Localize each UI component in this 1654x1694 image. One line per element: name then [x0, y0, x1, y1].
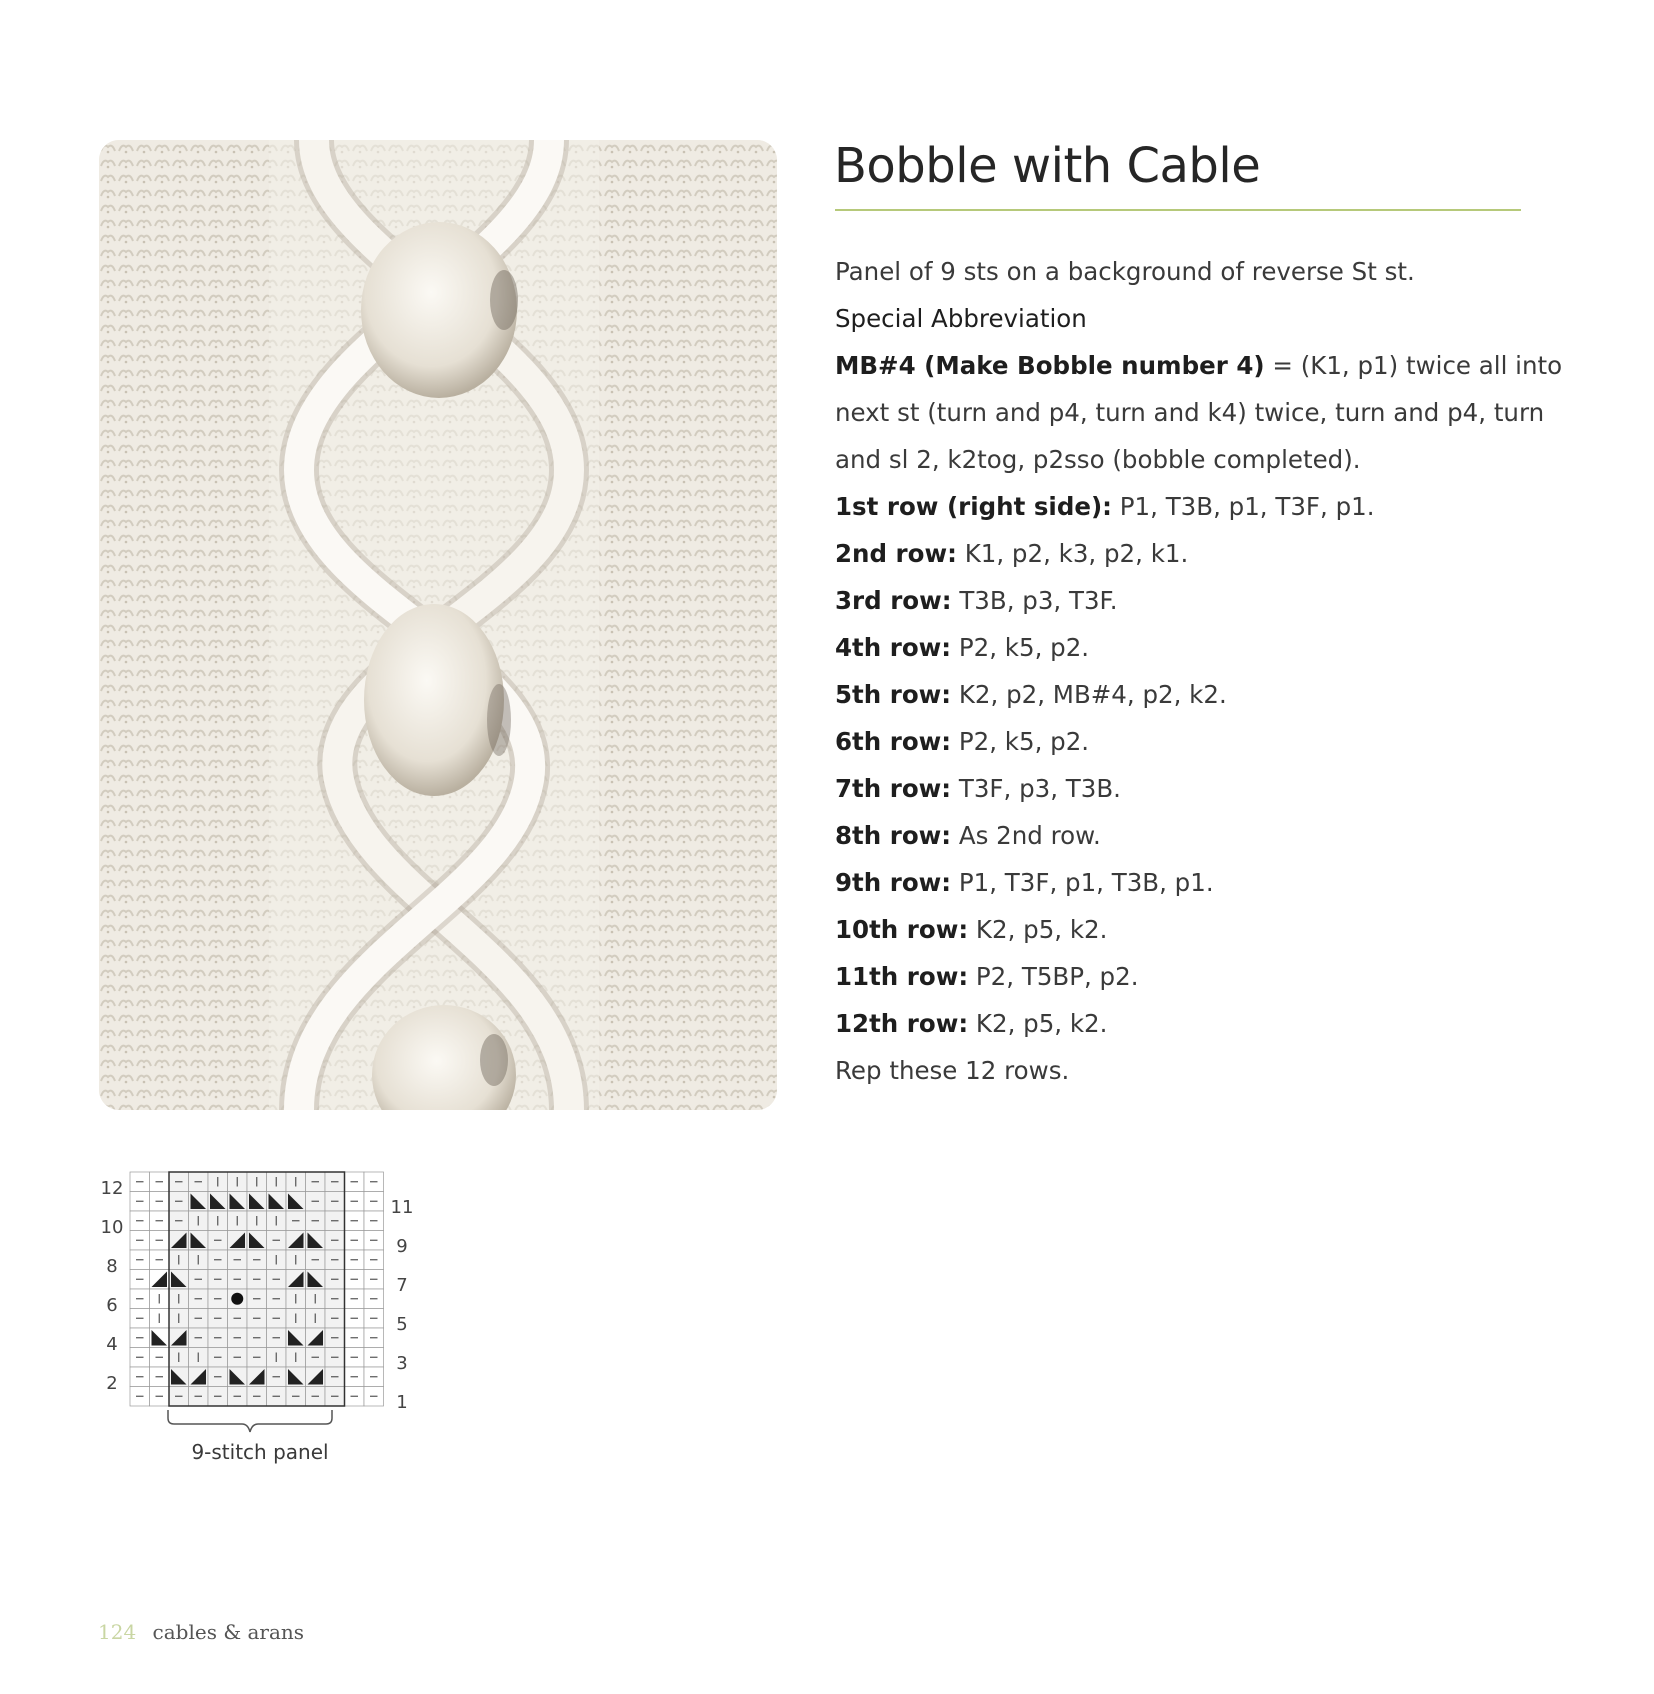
row-instruction	[835, 859, 1555, 906]
row-instruction	[835, 718, 1555, 765]
abbreviation-term: MB#4 (Make Bobble number 4)	[835, 351, 1265, 380]
row-instruction	[835, 1000, 1555, 1047]
row-label: 11th row:	[835, 962, 969, 991]
pattern-title: Bobble with Cable	[834, 138, 1261, 194]
row-instruction	[835, 906, 1555, 953]
row-label: 2nd row:	[835, 539, 957, 568]
row-number-left: 8	[106, 1256, 118, 1277]
bobble-symbol	[231, 1293, 243, 1305]
row-instruction	[835, 953, 1555, 1000]
row-number-right: 1	[396, 1392, 408, 1413]
row-number-right: 9	[396, 1236, 408, 1257]
chart-caption: 9-stitch panel	[191, 1440, 329, 1464]
abbreviation-line-2: next st (turn and p4, turn and k4) twice, turn and p4, turn	[835, 398, 1545, 427]
row-number-right: 3	[396, 1353, 408, 1374]
row-number-right: 5	[396, 1314, 408, 1335]
swatch-illustration	[99, 140, 777, 1110]
row-number-right: 11	[390, 1197, 414, 1218]
row-instruction	[835, 483, 1555, 530]
row-text: T3B, p3, T3F.	[951, 586, 1118, 615]
row-instruction	[835, 671, 1555, 718]
row-label: 8th row:	[835, 821, 952, 850]
stitch-chart	[90, 1162, 430, 1441]
row-instruction	[835, 577, 1555, 624]
row-instruction	[835, 624, 1555, 671]
row-text: K2, p5, k2.	[968, 1009, 1108, 1038]
row-number-left: 4	[106, 1334, 118, 1355]
row-label: 5th row:	[835, 680, 952, 709]
row-text: P1, T3F, p1, T3B, p1.	[951, 868, 1214, 897]
chart-cells	[130, 1172, 384, 1406]
row-text: T3F, p3, T3B.	[951, 774, 1121, 803]
row-label: 10th row:	[835, 915, 969, 944]
page-footer	[98, 1620, 304, 1644]
row-instruction	[835, 765, 1555, 812]
abbreviation-def-1: = (K1, p1) twice all into	[1264, 351, 1563, 380]
row-text: As 2nd row.	[951, 821, 1101, 850]
row-number-left: 6	[106, 1295, 118, 1316]
row-text: K2, p2, MB#4, p2, k2.	[951, 680, 1227, 709]
stitch-chart-grid	[90, 1162, 430, 1437]
page-number: 124	[98, 1620, 137, 1644]
section-name: cables & arans	[152, 1620, 305, 1644]
row-instruction	[835, 530, 1555, 577]
row-number-left: 2	[106, 1373, 118, 1394]
row-label: 4th row:	[835, 633, 952, 662]
abbreviation-line-1	[835, 342, 1563, 389]
row-label: 1st row (right side):	[835, 492, 1112, 521]
intro-text: Panel of 9 sts on a background of reverse St st.	[835, 257, 1415, 286]
row-number-right: 7	[396, 1275, 408, 1296]
row-number-left: 10	[100, 1217, 124, 1238]
row-label: 6th row:	[835, 727, 952, 756]
title-underline	[835, 209, 1521, 211]
row-text: K1, p2, k3, p2, k1.	[956, 539, 1189, 568]
row-label: 12th row:	[835, 1009, 969, 1038]
row-label: 9th row:	[835, 868, 952, 897]
row-text: P2, k5, p2.	[951, 633, 1090, 662]
row-label: 3rd row:	[835, 586, 952, 615]
row-text: P2, T5BP, p2.	[968, 962, 1139, 991]
row-instruction	[835, 812, 1555, 859]
panel-brace	[168, 1410, 332, 1432]
special-abbreviation-heading: Special Abbreviation	[835, 304, 1087, 333]
swatch-photo	[99, 140, 777, 1110]
row-label: 7th row:	[835, 774, 952, 803]
row-text: P2, k5, p2.	[951, 727, 1090, 756]
instructions	[835, 248, 1563, 1094]
row-text: K2, p5, k2.	[968, 915, 1108, 944]
row-text: P1, T3B, p1, T3F, p1.	[1111, 492, 1375, 521]
repeat-instruction: Rep these 12 rows.	[835, 1056, 1070, 1085]
row-number-left: 12	[100, 1178, 124, 1199]
abbreviation-line-3: and sl 2, k2tog, p2sso (bobble completed).	[835, 445, 1361, 474]
